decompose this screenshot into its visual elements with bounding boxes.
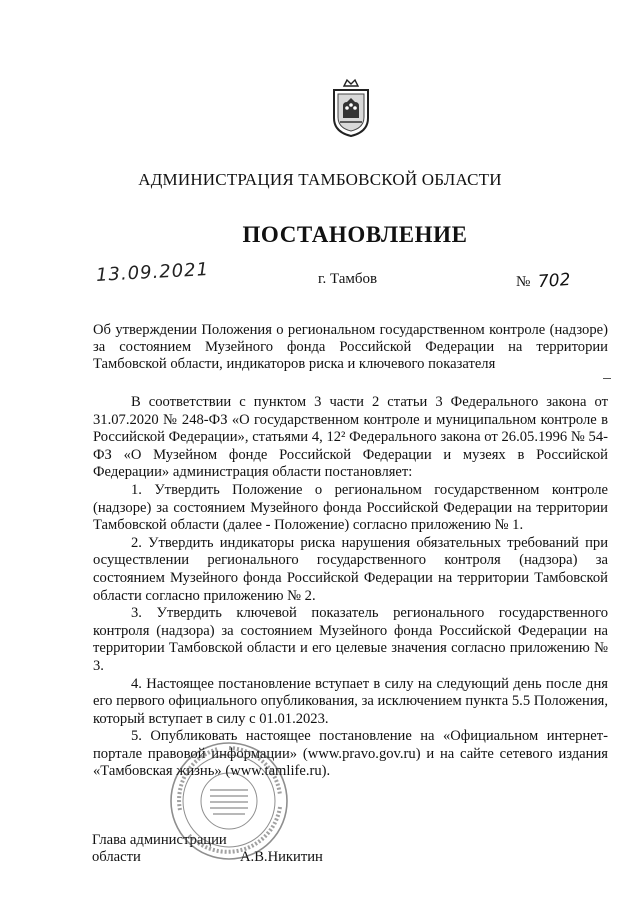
document-subject: Об утверждении Положения о региональном государственном контроле (надзоре) за состоянием Музейного фонда Российской Федерации на территории Тамбовской области, индикаторов риска и ключевого показателя xyxy=(93,322,608,372)
preamble-paragraph: В соответствии с пунктом 3 части 2 статьи 3 Федерального закона от 31.07.2020 № 248-ФЗ «О государственном контроле и муниципальном контроле в Российской Федерации», статьями 4, 12² Федерального закона от 26.05.1996 № 54-ФЗ «О Музейном фонде Российской Федерации и музеях в Российской Федерации» администрация области постановляет: xyxy=(93,394,608,481)
clause-paragraph-1: 1. Утвердить Положение о региональном государственном контроле (надзоре) за состоянием Музейного фонда Российской Федерации на территории Тамбовской области (далее - Положение) согласно приложению № 1. xyxy=(93,481,608,534)
coat-of-arms-icon xyxy=(328,78,374,138)
signatory-title-line2: области xyxy=(92,849,141,865)
official-stamp-icon xyxy=(168,740,290,862)
clause-paragraph-2: 2. Утвердить индикаторы риска нарушения обязательных требований при осуществлении регионального государственного контроля (надзора) за состоянием Музейного фонда Российской Федерации на территории Тамбовской области согласно приложению № 2. xyxy=(93,534,608,604)
signatory-name: А.В.Никитин xyxy=(240,849,323,865)
document-type-title: ПОСТАНОВЛЕНИЕ xyxy=(242,222,468,247)
organization-name: АДМИНИСТРАЦИЯ ТАМБОВСКОЙ ОБЛАСТИ xyxy=(138,170,502,189)
clause-paragraph-5: 5. Опубликовать настоящее постановление на «Официальном интернет-портале правовой информации» (www.pravo.gov.ru) и на сайте сетевого издания «Тамбовская жизнь» (www.tamlife.ru). xyxy=(93,728,608,780)
number-label: № xyxy=(516,274,531,290)
signatory-title-line1: Глава администрации xyxy=(92,832,227,848)
margin-mark xyxy=(603,378,611,379)
clause-paragraph-4: 4. Настоящее постановление вступает в силу на следующий день после дня его первого официального опубликования, за исключением пункта 5.5 Положения, который вступает в силу с 01.01.2023. xyxy=(93,675,608,727)
handwritten-date: 13.09.2021 xyxy=(95,259,210,286)
clause-paragraph-3: 3. Утвердить ключевой показатель регионального государственного контроля (надзора) за состоянием Музейного фонда Российской Федерации на территории Тамбовской области и его целевые значения согласно приложению № 3. xyxy=(93,605,608,674)
document-body xyxy=(93,394,608,781)
document-number xyxy=(516,271,571,291)
city: г. Тамбов xyxy=(318,271,378,287)
handwritten-number: 702 xyxy=(537,269,572,293)
